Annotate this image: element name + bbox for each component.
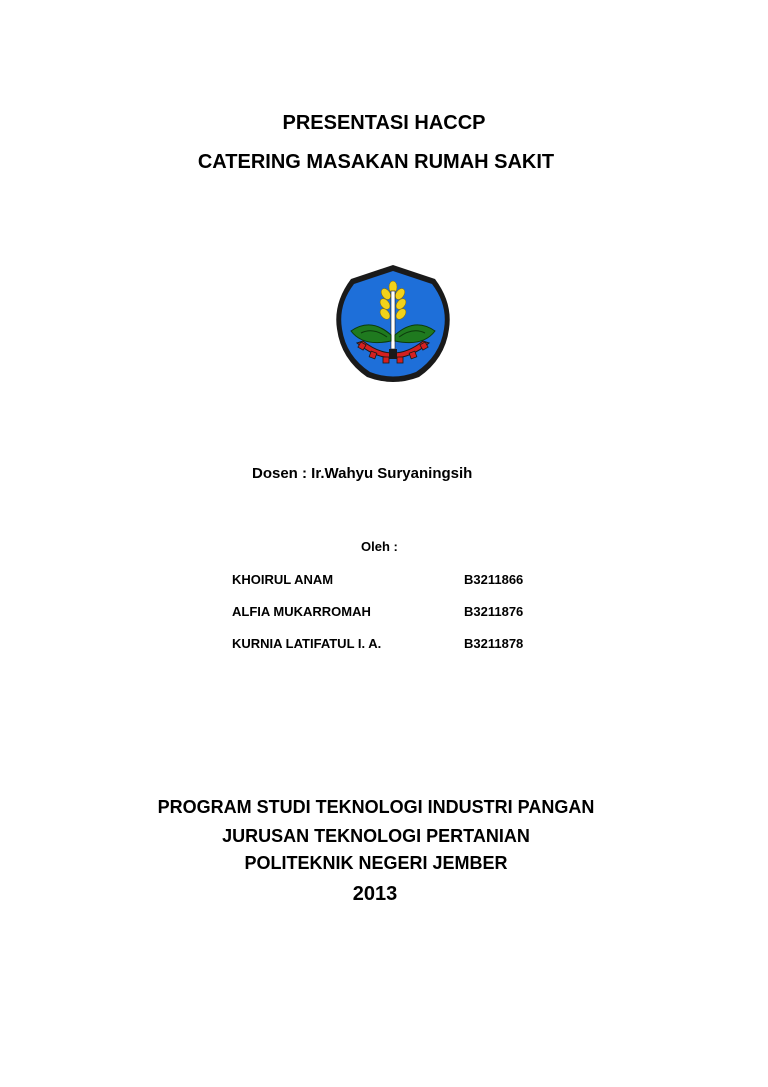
author-id: B3211866 <box>464 572 524 587</box>
author-name: ALFIA MUKARROMAH <box>232 604 371 619</box>
author-id: B3211878 <box>464 636 524 651</box>
document-subtitle: CATERING MASAKAN RUMAH SAKIT <box>197 151 555 173</box>
university-emblem-icon <box>331 263 455 385</box>
author-row <box>232 604 562 636</box>
author-id: B3211876 <box>464 604 524 619</box>
author-name: KURNIA LATIFATUL I. A. <box>232 636 382 651</box>
author-row <box>232 636 562 668</box>
authors-heading: Oleh : <box>361 539 398 554</box>
author-row <box>232 572 562 604</box>
emblem-stem <box>391 291 395 349</box>
institution-name: POLITEKNIK NEGERI JEMBER <box>244 853 508 873</box>
authors-list <box>232 572 562 668</box>
year: 2013 <box>352 883 398 905</box>
department: JURUSAN TEKNOLOGI PERTANIAN <box>222 826 530 846</box>
study-program: PROGRAM STUDI TEKNOLOGI INDUSTRI PANGAN <box>157 797 595 817</box>
document-title: PRESENTASI HACCP <box>282 112 486 134</box>
lecturer-text: Dosen : Ir.Wahyu Suryaningsih <box>252 465 473 482</box>
author-name: KHOIRUL ANAM <box>232 572 334 587</box>
